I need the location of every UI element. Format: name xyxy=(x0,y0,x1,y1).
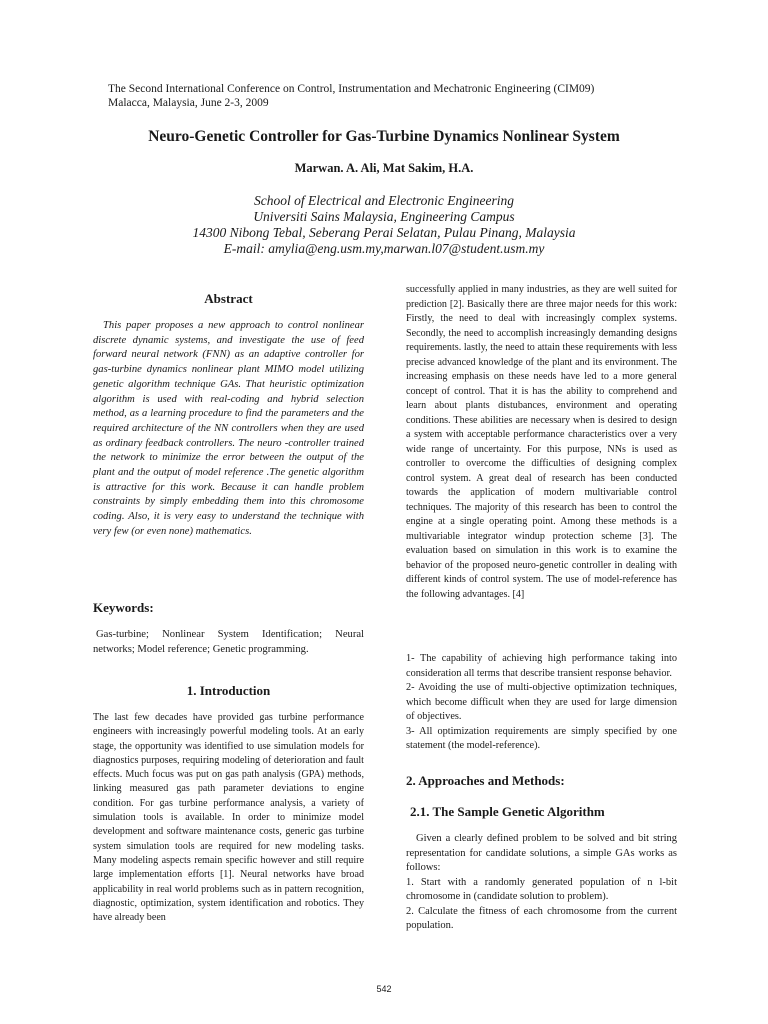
affiliation-address: 14300 Nibong Tebal, Seberang Perai Selatan, Pulau Pinang, Malaysia xyxy=(192,225,576,240)
section-2-1-heading: 2.1. The Sample Genetic Algorithm xyxy=(410,804,605,819)
introduction-continuation: successfully applied in many industries, as they are well suited for prediction [2]. Basically there are three major needs for this work: Firstly, the need to deal with increasingly complex systems. Secondly, the need to accomplish increasingly demanding designs requirements. lastly, the need to attain these requirements with less precise advanced knowledge of the plant and its environment. The increasing emphasis on these needs have led to a more general concept of control. That it is has the ability to comprehend and learn about plants distubances, environment and operating conditions. These abilities are necessary when is desired to design a system with acceptable performance characteristics over a very wide range of uncertainty. For this purpose, NNs is used as controller to overcome the difficulties of designing complex control system. A great deal of research has been conducted towards the application of modern multivariable control techniques. The majority of this research has been to control the engine at a single operating point. Among these methods is a multivariable integrator windup protection scheme [3]. The evaluation based on simulation in this work is to examine the behavior of the proposed neuro-genetic controller in dealing with different kinds of control system. The use of model-reference has the following advantages. [4] xyxy=(406,284,677,600)
section-2-1-body xyxy=(406,832,677,934)
keywords-heading: Keywords: xyxy=(93,600,154,615)
conference-name: The Second International Conference on Control, Instrumentation and Mechatronic Engineering (CIM09) xyxy=(108,83,595,95)
conference-location-date: Malacca, Malaysia, June 2-3, 2009 xyxy=(108,97,269,109)
ga-step: 1. Start with a randomly generated population of n l-bit chromosome in (candidate solution to problem). xyxy=(406,876,677,902)
affiliation-email: E-mail: amylia@eng.usm.my,marwan.l07@student.usm.my xyxy=(223,241,545,256)
conference-header xyxy=(108,82,668,110)
abstract-text: This paper proposes a new approach to control nonlinear discrete dynamic systems, and investigate the use of feed forward neural network (FNN) as an adaptive controller for gas-turbine dynamics nonlinear plant MIMO model utilizing genetic algorithm technique GAs. That heuristic optimization algorithm is used with real-coding and hybrid selection method, as a learning procedure to find the parameters and the required architecture of the NN controllers when they are used as ordinary feedback controllers. The neuro -controller trained the network to minimize the error between the output of the plant and the output of model reference .The genetic algorithm is attractive for this work. Because it can handle problem constraints by simply embedding them into this chromosome coding. Also, it is very easy to understand the technique with very few (or even none) mathematics. xyxy=(93,320,364,537)
page-number: 542 xyxy=(376,984,392,994)
paper-title: Neuro-Genetic Controller for Gas-Turbine Dynamics Nonlinear System xyxy=(148,128,620,145)
advantage-item: 3- All optimization requirements are simply specified by one statement (the model-reference). xyxy=(406,725,677,751)
affiliation-block xyxy=(0,193,768,257)
abstract-heading: Abstract xyxy=(204,291,253,306)
advantage-item: 2- Avoiding the use of multi-objective optimization techniques, which become difficult when they are used for large dimension of objectives. xyxy=(406,682,677,722)
keywords-text: Gas-turbine; Nonlinear System Identification; Neural networks; Model reference; Genetic programming. xyxy=(93,629,364,655)
introduction-text: The last few decades have provided gas turbine performance engineers with increasingly powerful modeling tools. At an early stage, the opportunity was identified to use simulation models for diagnostics purposes, requiring modeling of deterioration and fault effects. Much focus was put on gas path analysis (GPA) methods, linking measured gas path parameter deviations to engine condition. For gas turbine performance analysis, a variety of simulation tools is available. In order to minimize model development and software maintenance costs, generic gas turbine system simulation tools are required for new modeling tasks. Many modeling aspects remain specific however and still require large implementation efforts [1]. Neural networks have broad applicability in real world problems such as in pattern recognition, diagnostic, optimization, system identification and robotics. They have already been xyxy=(93,712,364,924)
advantages-list xyxy=(406,652,677,754)
advantage-item: 1- The capability of achieving high performance taking into consideration all terms that describe transient response behavior. xyxy=(406,653,677,679)
affiliation-university: Universiti Sains Malaysia, Engineering Campus xyxy=(253,209,515,224)
affiliation-school: School of Electrical and Electronic Engineering xyxy=(253,193,515,208)
section-2-heading: 2. Approaches and Methods: xyxy=(406,773,565,788)
paper-authors: Marwan. A. Ali, Mat Sakim, H.A. xyxy=(294,161,474,175)
introduction-heading: 1. Introduction xyxy=(186,683,271,698)
section-2-1-intro: Given a clearly defined problem to be solved and bit string representation for candidate solutions, a simple GAs works as follows: xyxy=(406,833,677,873)
ga-step: 2. Calculate the fitness of each chromosome from the current population. xyxy=(406,905,677,931)
